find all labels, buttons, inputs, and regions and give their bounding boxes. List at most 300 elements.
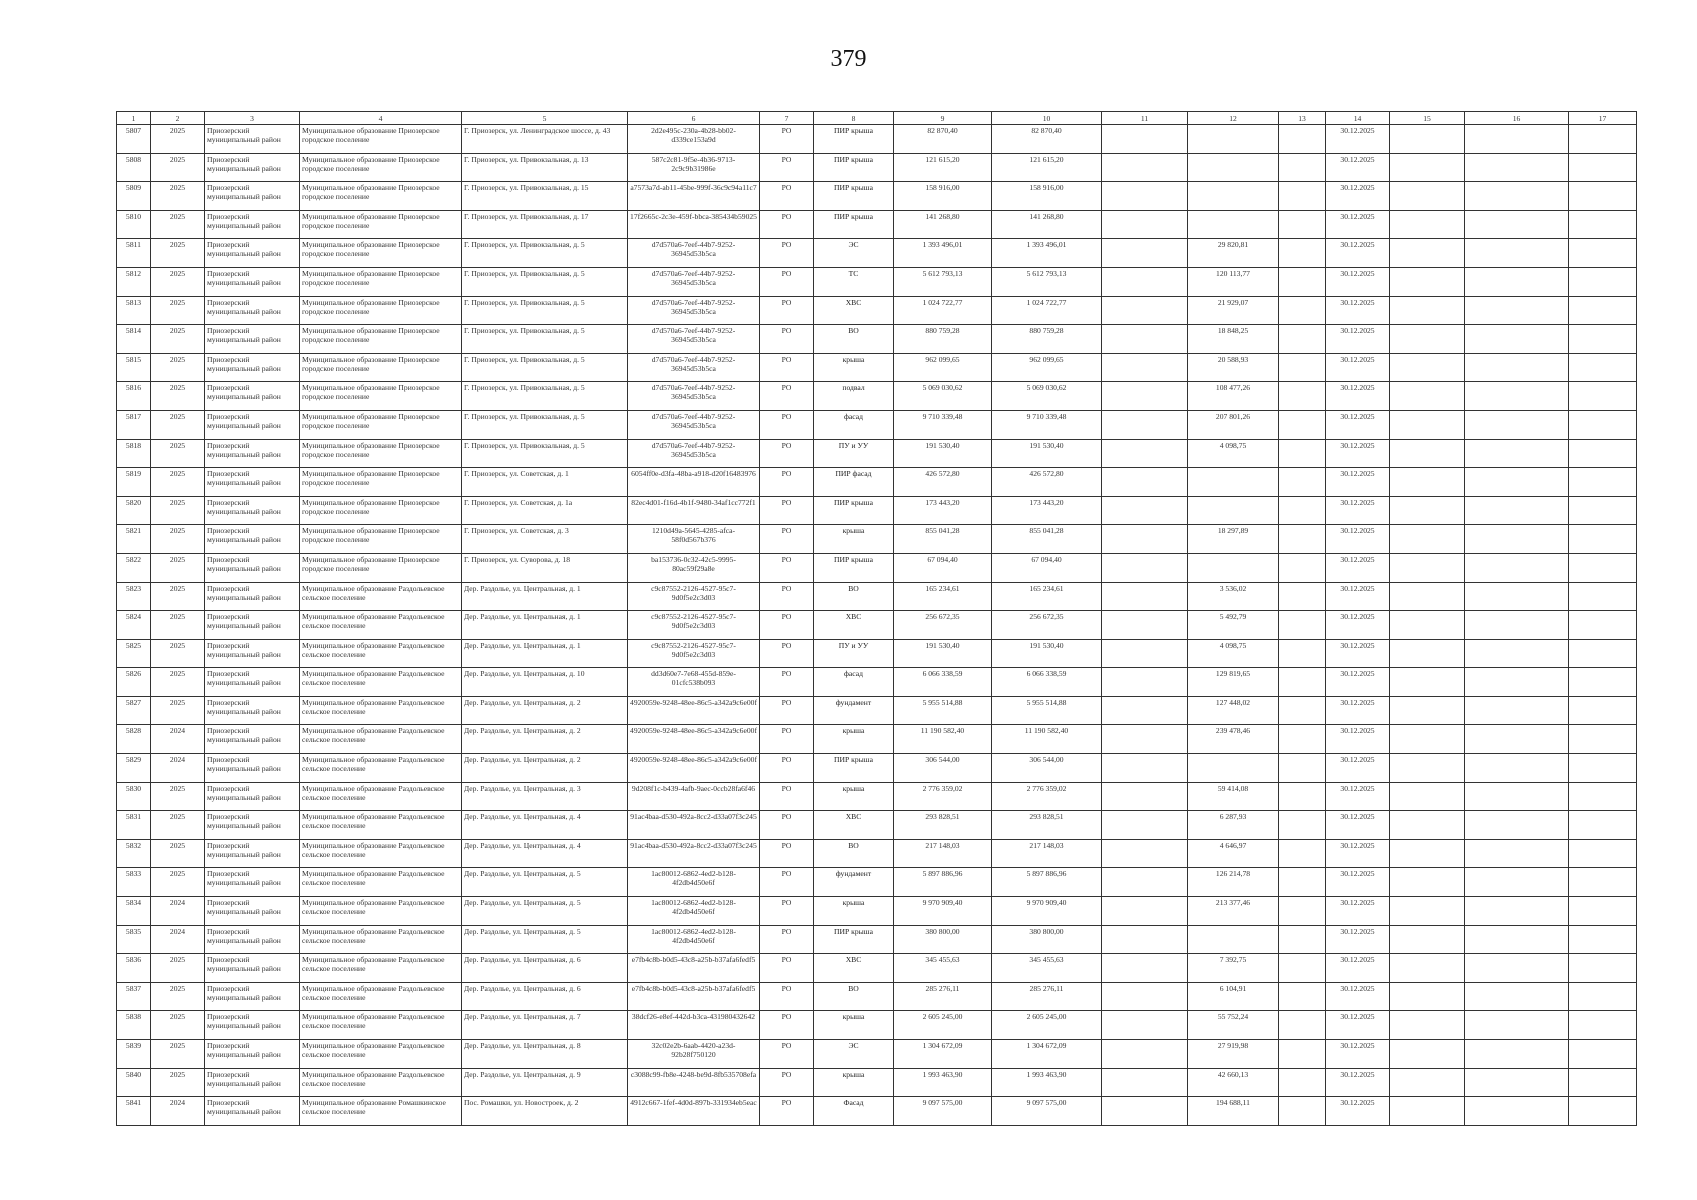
table-cell: Г. Приозерск, ул. Привокзальная, д. 5	[462, 382, 628, 411]
table-cell: Приозерский муниципальный район	[205, 153, 300, 182]
table-cell: 4920059e-9248-48ee-86c5-a342a9c6e00f	[628, 696, 760, 725]
table-cell: 191 530,40	[894, 439, 992, 468]
table-cell: Г. Приозерск, ул. Привокзальная, д. 5	[462, 325, 628, 354]
table-cell: 2025	[151, 410, 205, 439]
table-cell: 30.12.2025	[1326, 782, 1390, 811]
table-cell: Дер. Раздолье, ул. Центральная, д. 5	[462, 897, 628, 926]
table-cell	[1279, 1097, 1326, 1126]
table-cell: 30.12.2025	[1326, 668, 1390, 697]
table-row	[117, 239, 1637, 268]
table-cell	[1465, 954, 1569, 983]
table-cell	[1390, 668, 1465, 697]
table-cell: Г. Приозерск, ул. Советская, д. 1а	[462, 496, 628, 525]
table-cell	[1279, 925, 1326, 954]
table-cell: 29 820,81	[1188, 239, 1279, 268]
table-cell: Дер. Раздолье, ул. Центральная, д. 5	[462, 925, 628, 954]
table-cell: 239 478,46	[1188, 725, 1279, 754]
table-cell: 30.12.2025	[1326, 1097, 1390, 1126]
table-cell: 306 544,00	[992, 754, 1102, 783]
table-cell: d7d570a6-7eef-44b7-9252-36945d53b5ca	[628, 325, 760, 354]
table-cell: 2025	[151, 982, 205, 1011]
table-cell	[1390, 553, 1465, 582]
table-row	[117, 267, 1637, 296]
table-cell: Муниципальное образование Приозерское городское поселение	[300, 210, 462, 239]
table-cell	[1569, 839, 1637, 868]
table-cell: 5810	[117, 210, 151, 239]
table-cell: 18 848,25	[1188, 325, 1279, 354]
table-row	[117, 839, 1637, 868]
table-cell: a7573a7d-ab11-45be-999f-36c9c94a11c7	[628, 182, 760, 211]
table-cell	[1569, 754, 1637, 783]
table-cell: Г. Приозерск, ул. Советская, д. 1	[462, 468, 628, 497]
table-cell: 256 672,35	[894, 611, 992, 640]
table-cell: 173 443,20	[894, 496, 992, 525]
table-row	[117, 125, 1637, 154]
column-header: 13	[1279, 112, 1326, 125]
table-cell: Приозерский муниципальный район	[205, 582, 300, 611]
table-cell: ПИР крыша	[814, 182, 894, 211]
column-header: 11	[1102, 112, 1188, 125]
table-cell	[1102, 382, 1188, 411]
table-cell: Дер. Раздолье, ул. Центральная, д. 10	[462, 668, 628, 697]
table-cell: РО	[760, 125, 814, 154]
table-cell: Приозерский муниципальный район	[205, 868, 300, 897]
table-cell: 30.12.2025	[1326, 1011, 1390, 1040]
table-cell	[1569, 382, 1637, 411]
column-header: 2	[151, 112, 205, 125]
table-cell: 2025	[151, 153, 205, 182]
table-cell: 3 536,02	[1188, 582, 1279, 611]
table-cell: Приозерский муниципальный район	[205, 553, 300, 582]
table-cell: РО	[760, 296, 814, 325]
table-cell: Г. Приозерск, ул. Привокзальная, д. 5	[462, 410, 628, 439]
table-cell	[1465, 382, 1569, 411]
table-row	[117, 1097, 1637, 1126]
table-cell	[1390, 982, 1465, 1011]
table-cell: 1 393 496,01	[992, 239, 1102, 268]
table-cell: Приозерский муниципальный район	[205, 239, 300, 268]
column-header: 9	[894, 112, 992, 125]
table-cell	[1465, 553, 1569, 582]
table-cell: 55 752,24	[1188, 1011, 1279, 1040]
table-cell: крыша	[814, 1068, 894, 1097]
table-cell	[1279, 410, 1326, 439]
table-cell: Муниципальное образование Раздольевское сельское поселение	[300, 582, 462, 611]
table-cell: РО	[760, 897, 814, 926]
table-cell	[1102, 897, 1188, 926]
table-cell: 194 688,11	[1188, 1097, 1279, 1126]
table-cell: 5820	[117, 496, 151, 525]
table-cell: РО	[760, 696, 814, 725]
table-cell	[1188, 182, 1279, 211]
table-cell: 21 929,07	[1188, 296, 1279, 325]
table-cell	[1465, 182, 1569, 211]
table-cell	[1279, 811, 1326, 840]
table-cell	[1390, 696, 1465, 725]
table-cell: 2024	[151, 925, 205, 954]
table-cell: 191 530,40	[992, 639, 1102, 668]
table-cell	[1102, 582, 1188, 611]
table-cell: Муниципальное образование Приозерское городское поселение	[300, 410, 462, 439]
table-cell: 30.12.2025	[1326, 897, 1390, 926]
table-cell: 30.12.2025	[1326, 382, 1390, 411]
table-cell: 5815	[117, 353, 151, 382]
table-cell: Приозерский муниципальный район	[205, 925, 300, 954]
table-cell: Муниципальное образование Раздольевское сельское поселение	[300, 982, 462, 1011]
table-cell	[1102, 754, 1188, 783]
table-cell: Приозерский муниципальный район	[205, 267, 300, 296]
table-cell: 9 970 909,40	[992, 897, 1102, 926]
table-cell	[1279, 754, 1326, 783]
table-cell	[1465, 668, 1569, 697]
table-cell: Муниципальное образование Раздольевское сельское поселение	[300, 639, 462, 668]
table-cell	[1465, 153, 1569, 182]
table-cell: 5840	[117, 1068, 151, 1097]
table-cell: 293 828,51	[992, 811, 1102, 840]
table-cell	[1465, 296, 1569, 325]
table-cell: Приозерский муниципальный район	[205, 811, 300, 840]
table-cell: 5825	[117, 639, 151, 668]
table-cell: 30.12.2025	[1326, 982, 1390, 1011]
table-cell	[1390, 468, 1465, 497]
table-cell	[1465, 611, 1569, 640]
table-cell: 5824	[117, 611, 151, 640]
table-cell: 5838	[117, 1011, 151, 1040]
table-cell: 5822	[117, 553, 151, 582]
table-cell: 880 759,28	[894, 325, 992, 354]
table-cell: РО	[760, 153, 814, 182]
table-cell: 158 916,00	[894, 182, 992, 211]
table-cell: 6054ff0e-d3fa-48ba-a918-d20f16483976	[628, 468, 760, 497]
table-cell: Муниципальное образование Раздольевское сельское поселение	[300, 696, 462, 725]
table-cell: 30.12.2025	[1326, 725, 1390, 754]
table-row	[117, 725, 1637, 754]
table-cell: 5816	[117, 382, 151, 411]
table-cell: Муниципальное образование Приозерское городское поселение	[300, 182, 462, 211]
table-cell: Приозерский муниципальный район	[205, 611, 300, 640]
table-cell: 2024	[151, 897, 205, 926]
table-cell	[1279, 782, 1326, 811]
table-cell: Приозерский муниципальный район	[205, 353, 300, 382]
table-cell: 2025	[151, 182, 205, 211]
table-cell: 2 776 359,02	[894, 782, 992, 811]
table-cell: РО	[760, 410, 814, 439]
table-cell: Приозерский муниципальный район	[205, 296, 300, 325]
table-cell: 5813	[117, 296, 151, 325]
table-cell: 285 276,11	[992, 982, 1102, 1011]
table-cell: 5833	[117, 868, 151, 897]
table-cell: 30.12.2025	[1326, 1040, 1390, 1069]
table-cell: Приозерский муниципальный район	[205, 639, 300, 668]
table-cell: 141 268,80	[992, 210, 1102, 239]
table-cell: Дер. Раздолье, ул. Центральная, д. 7	[462, 1011, 628, 1040]
table-cell: 2025	[151, 353, 205, 382]
table-cell: Муниципальное образование Ромашкинское сельское поселение	[300, 1097, 462, 1126]
table-row	[117, 1068, 1637, 1097]
table-cell: 1 393 496,01	[894, 239, 992, 268]
table-cell	[1390, 754, 1465, 783]
table-cell: Муниципальное образование Приозерское городское поселение	[300, 439, 462, 468]
column-header: 5	[462, 112, 628, 125]
table-cell: крыша	[814, 525, 894, 554]
table-row	[117, 210, 1637, 239]
table-cell	[1279, 611, 1326, 640]
table-cell	[1569, 1068, 1637, 1097]
table-cell: Г. Приозерск, ул. Привокзальная, д. 17	[462, 210, 628, 239]
table-cell: 1 993 463,90	[992, 1068, 1102, 1097]
table-cell: 217 148,03	[992, 839, 1102, 868]
table-row	[117, 496, 1637, 525]
column-header: 14	[1326, 112, 1390, 125]
table-cell: 2024	[151, 1097, 205, 1126]
table-cell: РО	[760, 382, 814, 411]
table-cell	[1188, 153, 1279, 182]
table-cell: 2025	[151, 868, 205, 897]
table-cell	[1569, 410, 1637, 439]
table-row	[117, 925, 1637, 954]
table-cell	[1465, 439, 1569, 468]
table-cell: 5827	[117, 696, 151, 725]
table-cell: 30.12.2025	[1326, 868, 1390, 897]
table-cell: 11 190 582,40	[992, 725, 1102, 754]
table-cell	[1465, 754, 1569, 783]
table-cell: 2024	[151, 754, 205, 783]
table-cell: 5834	[117, 897, 151, 926]
table-cell: 587c2c81-9f5e-4b36-9713-2c9c9b31986e	[628, 153, 760, 182]
table-cell	[1569, 868, 1637, 897]
table-cell	[1390, 296, 1465, 325]
table-cell	[1279, 1011, 1326, 1040]
table-cell	[1102, 1040, 1188, 1069]
table-cell: Дер. Раздолье, ул. Центральная, д. 4	[462, 811, 628, 840]
table-cell	[1390, 725, 1465, 754]
table-cell	[1569, 496, 1637, 525]
table-cell: 30.12.2025	[1326, 1068, 1390, 1097]
table-cell	[1390, 639, 1465, 668]
table-cell	[1569, 668, 1637, 697]
table-row	[117, 1040, 1637, 1069]
table-cell: 5823	[117, 582, 151, 611]
table-cell: 2 605 245,00	[992, 1011, 1102, 1040]
table-cell: 5839	[117, 1040, 151, 1069]
table-cell: РО	[760, 210, 814, 239]
table-cell: 2025	[151, 382, 205, 411]
table-cell: Дер. Раздолье, ул. Центральная, д. 4	[462, 839, 628, 868]
table-cell: 5 612 793,13	[992, 267, 1102, 296]
table-cell	[1569, 725, 1637, 754]
table-cell	[1569, 696, 1637, 725]
table-cell: 30.12.2025	[1326, 811, 1390, 840]
table-cell: Муниципальное образование Раздольевское сельское поселение	[300, 1040, 462, 1069]
table-cell	[1102, 525, 1188, 554]
table-cell: РО	[760, 1068, 814, 1097]
table-cell: 5 955 514,88	[894, 696, 992, 725]
table-cell	[1390, 182, 1465, 211]
column-header: 3	[205, 112, 300, 125]
table-cell: 306 544,00	[894, 754, 992, 783]
table-cell: 2 776 359,02	[992, 782, 1102, 811]
table-cell	[1569, 1011, 1637, 1040]
table-cell: ХВС	[814, 954, 894, 983]
table-cell: 5817	[117, 410, 151, 439]
table-cell: 2025	[151, 525, 205, 554]
table-cell: 82 870,40	[992, 125, 1102, 154]
table-cell	[1569, 325, 1637, 354]
table-cell: РО	[760, 725, 814, 754]
table-cell	[1465, 897, 1569, 926]
table-row	[117, 382, 1637, 411]
table-cell	[1465, 925, 1569, 954]
table-cell: 5835	[117, 925, 151, 954]
table-row	[117, 353, 1637, 382]
table-row	[117, 668, 1637, 697]
table-cell: Приозерский муниципальный район	[205, 325, 300, 354]
table-cell: Муниципальное образование Раздольевское сельское поселение	[300, 868, 462, 897]
table-cell	[1390, 897, 1465, 926]
table-cell	[1102, 182, 1188, 211]
table-cell: c9c87552-2126-4527-95c7-9d0f5e2c3d03	[628, 639, 760, 668]
table-cell	[1390, 325, 1465, 354]
table-cell	[1102, 868, 1188, 897]
table-cell	[1569, 239, 1637, 268]
table-cell: 1210d49a-5645-4285-afca-58f0d567b376	[628, 525, 760, 554]
table-cell: 30.12.2025	[1326, 439, 1390, 468]
table-cell: РО	[760, 868, 814, 897]
table-cell: Приозерский муниципальный район	[205, 696, 300, 725]
table-row	[117, 410, 1637, 439]
table-cell	[1102, 325, 1188, 354]
table-cell: 217 148,03	[894, 839, 992, 868]
table-cell: Г. Приозерск, ул. Привокзальная, д. 13	[462, 153, 628, 182]
table-cell	[1390, 954, 1465, 983]
table-cell: 9 710 339,48	[894, 410, 992, 439]
table-row	[117, 611, 1637, 640]
table-cell: Дер. Раздолье, ул. Центральная, д. 3	[462, 782, 628, 811]
table-cell: Г. Приозерск, ул. Ленинградское шоссе, д. 43	[462, 125, 628, 154]
table-cell: Приозерский муниципальный район	[205, 1097, 300, 1126]
column-header: 7	[760, 112, 814, 125]
table-cell: РО	[760, 468, 814, 497]
column-header: 1	[117, 112, 151, 125]
table-cell: РО	[760, 1097, 814, 1126]
table-cell	[1279, 468, 1326, 497]
table-cell: 30.12.2025	[1326, 496, 1390, 525]
table-cell: 5828	[117, 725, 151, 754]
table-cell: 91ac4baa-d530-492a-8cc2-d33a07f3c245	[628, 811, 760, 840]
table-cell	[1465, 696, 1569, 725]
table-cell: 2024	[151, 725, 205, 754]
table-cell: 30.12.2025	[1326, 696, 1390, 725]
table-cell: крыша	[814, 782, 894, 811]
table-cell	[1569, 439, 1637, 468]
table-cell: РО	[760, 553, 814, 582]
table-cell: Приозерский муниципальный район	[205, 668, 300, 697]
table-cell: крыша	[814, 353, 894, 382]
table-cell: 285 276,11	[894, 982, 992, 1011]
table-cell	[1465, 125, 1569, 154]
table-cell: 5811	[117, 239, 151, 268]
table-cell: Муниципальное образование Приозерское городское поселение	[300, 239, 462, 268]
table-cell: 2025	[151, 839, 205, 868]
table-cell	[1569, 954, 1637, 983]
table-cell	[1465, 325, 1569, 354]
table-cell	[1188, 553, 1279, 582]
table-cell: Муниципальное образование Приозерское городское поселение	[300, 296, 462, 325]
table-cell: Приозерский муниципальный район	[205, 496, 300, 525]
table-cell: 5826	[117, 668, 151, 697]
table-cell: Г. Приозерск, ул. Советская, д. 3	[462, 525, 628, 554]
table-cell	[1569, 153, 1637, 182]
table-cell	[1569, 611, 1637, 640]
table-cell: ЭС	[814, 1040, 894, 1069]
table-cell	[1102, 696, 1188, 725]
table-cell: ВО	[814, 325, 894, 354]
table-cell: 345 455,63	[894, 954, 992, 983]
table-cell: 127 448,02	[1188, 696, 1279, 725]
table-cell: c9c87552-2126-4527-95c7-9d0f5e2c3d03	[628, 582, 760, 611]
table-cell: 5830	[117, 782, 151, 811]
table-cell: 30.12.2025	[1326, 182, 1390, 211]
table-cell	[1279, 982, 1326, 1011]
table-cell	[1569, 782, 1637, 811]
table-cell: Дер. Раздолье, ул. Центральная, д. 6	[462, 954, 628, 983]
table-cell	[1465, 725, 1569, 754]
table-cell: Муниципальное образование Раздольевское сельское поселение	[300, 954, 462, 983]
table-cell: d7d570a6-7eef-44b7-9252-36945d53b5ca	[628, 239, 760, 268]
table-cell: крыша	[814, 897, 894, 926]
table-cell: Приозерский муниципальный район	[205, 410, 300, 439]
table-cell: Приозерский муниципальный район	[205, 1011, 300, 1040]
table-cell	[1102, 1011, 1188, 1040]
table-cell: 5812	[117, 267, 151, 296]
table-row	[117, 754, 1637, 783]
table-cell: 1ac80012-6862-4ed2-b128-4f2db4d50e6f	[628, 868, 760, 897]
table-cell	[1569, 353, 1637, 382]
table-cell: РО	[760, 925, 814, 954]
table-cell: Приозерский муниципальный район	[205, 954, 300, 983]
table-cell: 30.12.2025	[1326, 239, 1390, 268]
table-cell: 2025	[151, 1011, 205, 1040]
table-cell: Муниципальное образование Приозерское городское поселение	[300, 553, 462, 582]
table-row	[117, 897, 1637, 926]
table-row	[117, 439, 1637, 468]
table-cell: Муниципальное образование Раздольевское сельское поселение	[300, 782, 462, 811]
table-cell	[1102, 267, 1188, 296]
table-cell	[1390, 868, 1465, 897]
table-cell	[1465, 839, 1569, 868]
table-cell: c9c87552-2126-4527-95c7-9d0f5e2c3d03	[628, 611, 760, 640]
table-cell	[1465, 267, 1569, 296]
table-cell: 2 605 245,00	[894, 1011, 992, 1040]
table-cell: 82 870,40	[894, 125, 992, 154]
table-cell: 9 097 575,00	[992, 1097, 1102, 1126]
table-cell: Дер. Раздолье, ул. Центральная, д. 2	[462, 725, 628, 754]
table-cell	[1279, 210, 1326, 239]
table-cell: 1ac80012-6862-4ed2-b128-4f2db4d50e6f	[628, 897, 760, 926]
table-cell: 5832	[117, 839, 151, 868]
table-cell: 5807	[117, 125, 151, 154]
table-cell	[1390, 210, 1465, 239]
table-cell: Муниципальное образование Приозерское городское поселение	[300, 325, 462, 354]
table-cell: 380 800,00	[992, 925, 1102, 954]
table-cell	[1390, 353, 1465, 382]
table-cell: 1 304 672,09	[894, 1040, 992, 1069]
table-cell: 1 024 722,77	[992, 296, 1102, 325]
table-cell	[1188, 754, 1279, 783]
table-cell: 121 615,20	[992, 153, 1102, 182]
table-cell	[1279, 696, 1326, 725]
table-cell: Муниципальное образование Раздольевское сельское поселение	[300, 754, 462, 783]
